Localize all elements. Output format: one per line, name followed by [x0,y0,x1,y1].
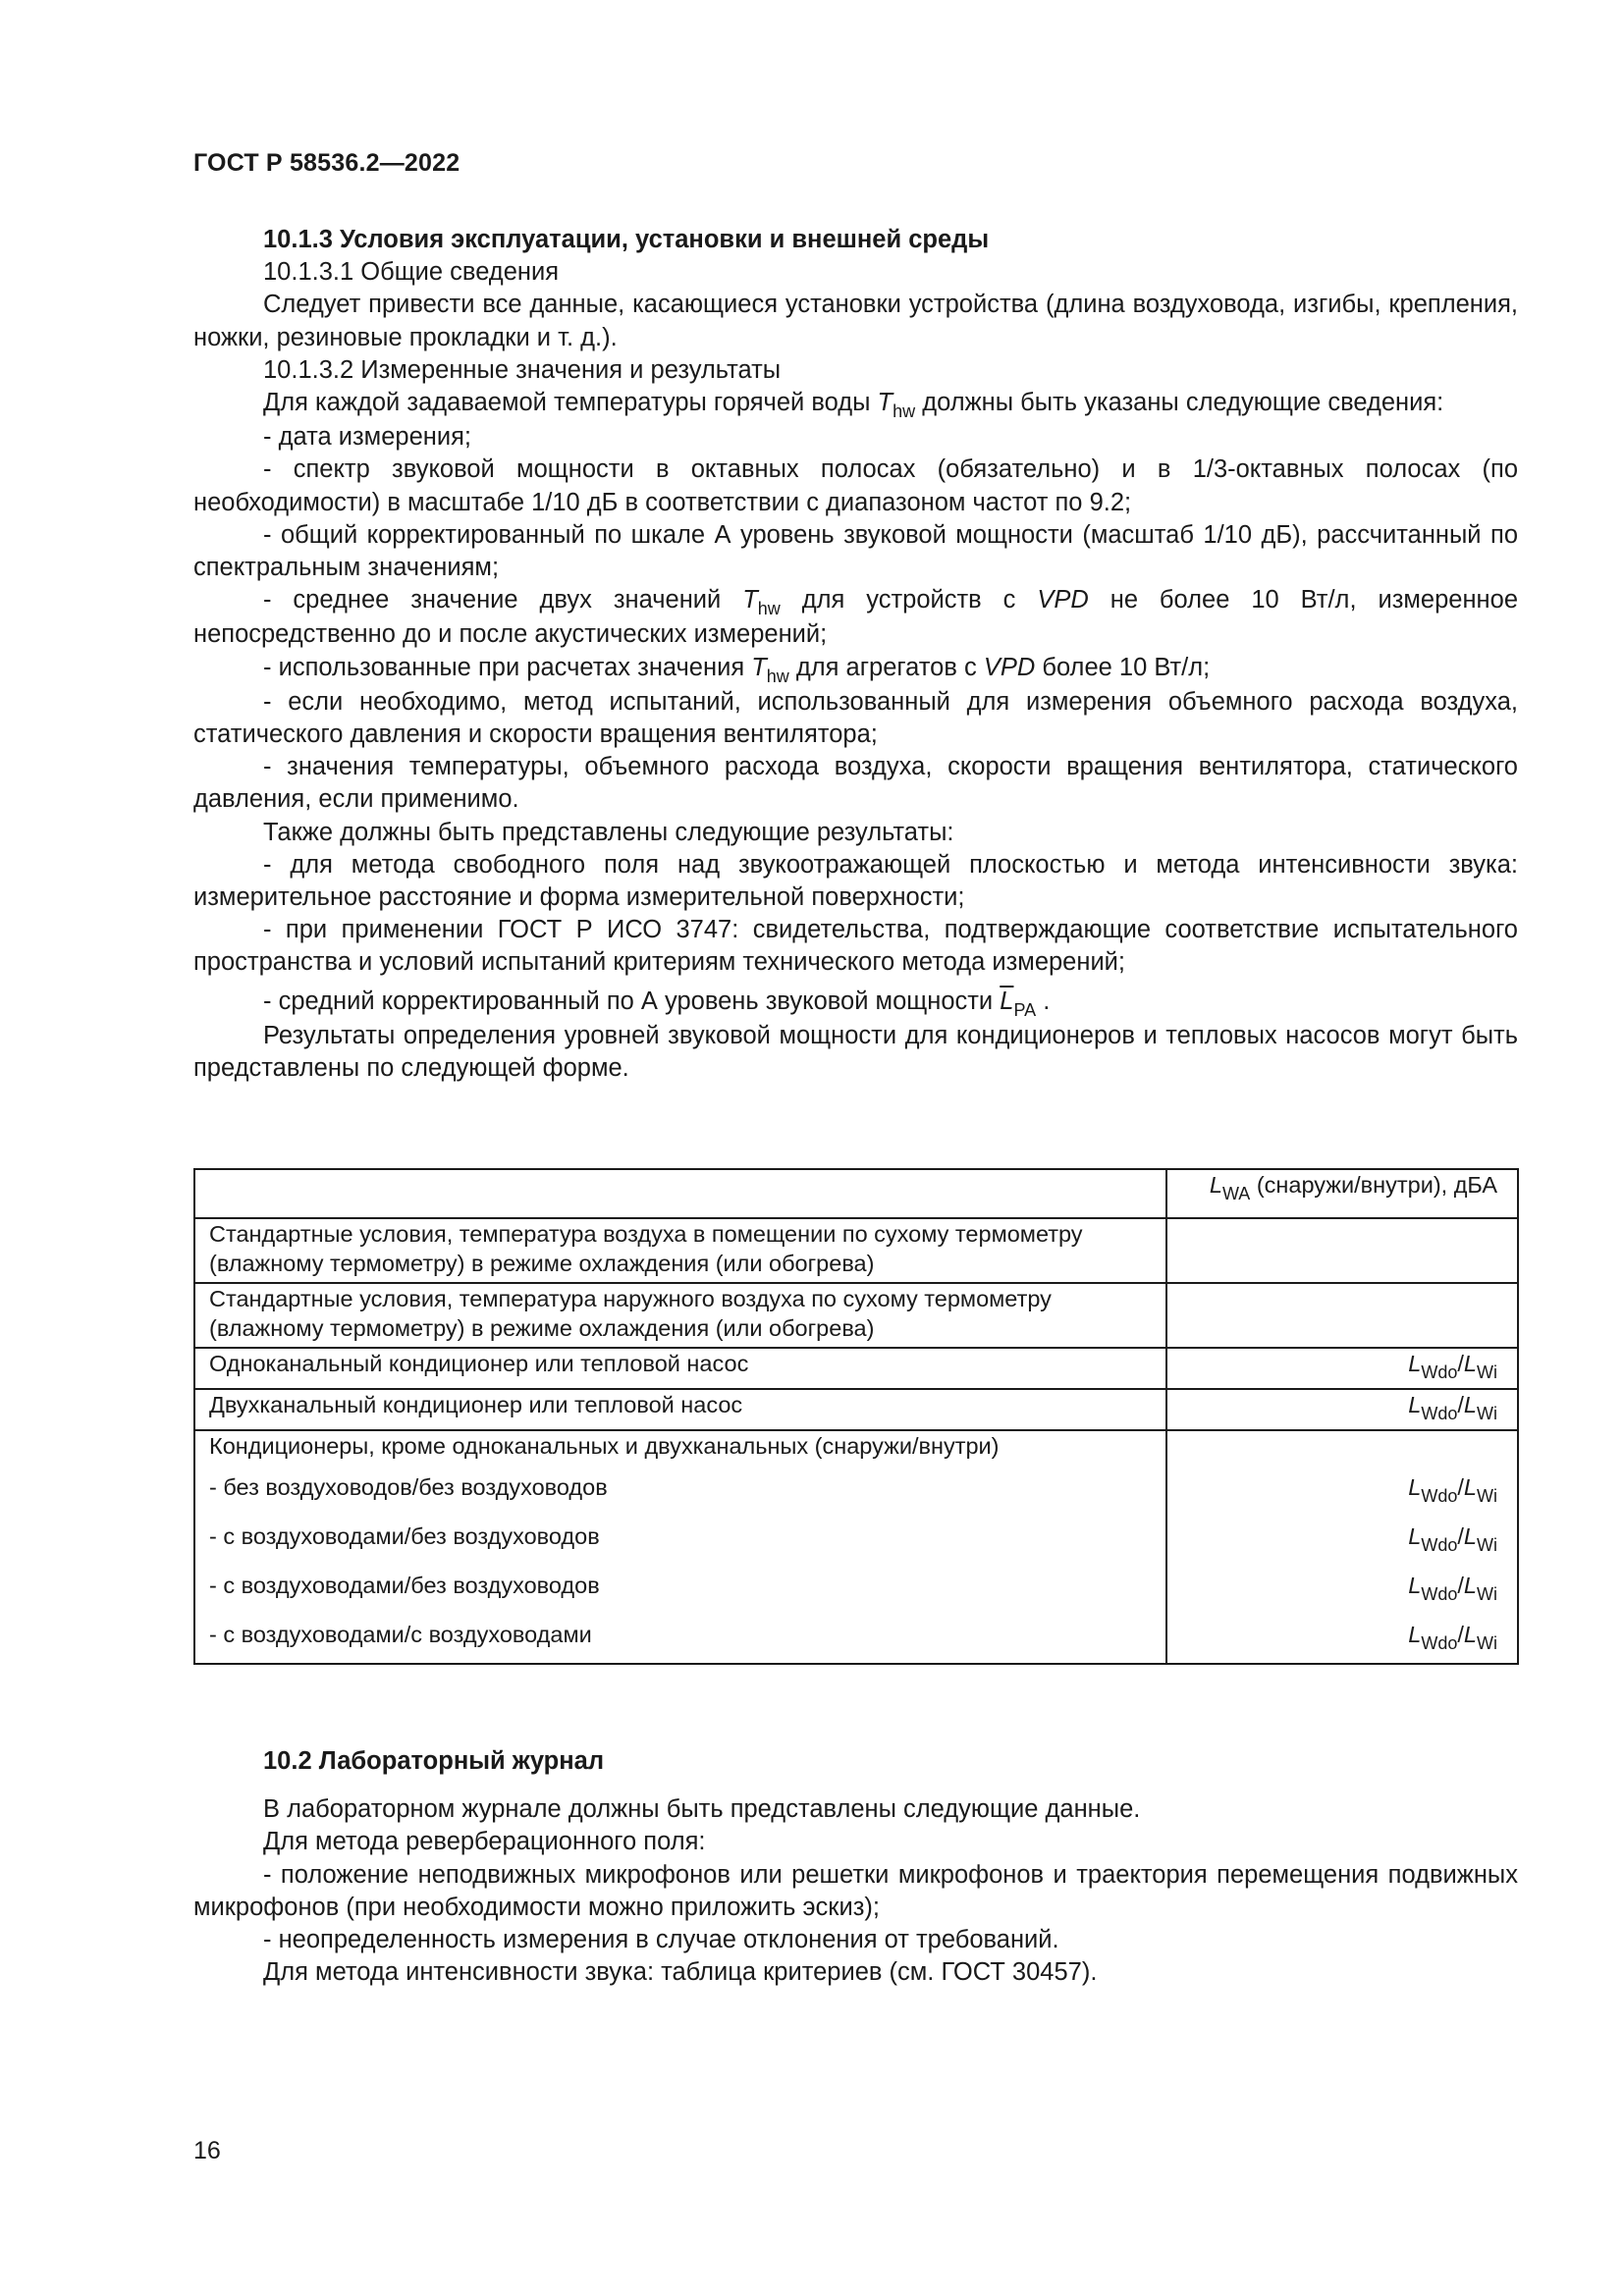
paragraph-form: Результаты определения уровней звуковой мощности для кондиционеров и тепловых насосов могут быть представлены по следующей форме. [193,1021,1518,1083]
table-header-row [194,1169,1518,1218]
subheading-10-1-3-1: 10.1.3.1 Общие сведения [263,258,560,287]
list-item: - без воздуховодов/без воздуховодов [209,1474,608,1500]
paragraph-installation: Следует привести все данные, касающиеся установки устройства (длина воздуховода, изгибы, крепления, ножки, резиновые прокладки и т. д.). [193,291,1518,351]
table-row: Стандартные условия, температура воздуха в помещении по сухому термометру (влажному термометру) в режиме охлаждения (или обогрева) [194,1218,1518,1283]
results-form-table [193,1168,1519,1665]
value-cell: $L_{Wdo}/L_{Wi}$ [1408,1622,1497,1653]
subheading-10-1-3-2: 10.1.3.2 Измеренные значения и результаты [263,355,782,384]
list-item: - положение неподвижных микрофонов или решетки микрофонов и траектория перемещения подвижных микрофонов (при необходимости можно приложить эскиз); [193,1860,1518,1921]
list-item: - дата измерения; [263,423,471,452]
column-header-lwa: $L_{WA}$ (снаружи/внутри), дБА [1166,1169,1518,1218]
table-row: Стандартные условия, температура наружного воздуха по сухому термометру (влажному термометру) в режиме охлаждения (или обогрева) [194,1283,1518,1348]
value-cell: $L_{Wdo}/L_{Wi}$ [1408,1523,1497,1555]
paragraph-results-intro: Также должны быть представлены следующие результаты: [263,818,954,846]
section-10-2 [193,1745,1518,1989]
list-item: - использованные при расчетах значения $T_{hw}$ для агрегатов с VPD более 10 Вт/л; [263,653,1211,686]
list-item: - если необходимо, метод испытаний, использованный для измерения объемного расхода воздуха, статического давления и скорости вращения вентилятора; [193,687,1518,749]
list-item: - неопределенность измерения в случае отклонения от требований. [263,1926,1059,1954]
value-cell: $L_{Wdo}/L_{Wi}$ [1408,1474,1497,1506]
table-row: Двухканальный кондиционер или тепловой насос $L_{Wdo}/L_{Wi}$ [194,1389,1518,1430]
list-item: - с воздуховодами/с воздуховодами [209,1622,592,1647]
list-item: - общий корректированный по шкале А уровень звуковой мощности (масштаб 1/10 дБ), рассчитанный по спектральным значениям; [193,520,1518,582]
list-item: - с воздуховодами/без воздуховодов [209,1523,600,1549]
list-item: - значения температуры, объемного расхода воздуха, скорости вращения вентилятора, статического давления, если применимо. [193,753,1518,814]
value-cell: $L_{Wdo}/L_{Wi}$ [1166,1348,1518,1389]
value-cell: $L_{Wdo}/L_{Wi}$ [1166,1389,1518,1430]
document-id: ГОСТ Р 58536.2—2022 [193,149,460,177]
page-number: 16 [193,2137,221,2164]
list-item: - при применении ГОСТ Р ИСО 3747: свидетельства, подтверждающие соответствие испытательного пространства и условий испытаний критериям технического метода измерений; [193,916,1518,977]
table-row: Одноканальный кондиционер или тепловой насос $L_{Wdo}/L_{Wi}$ [194,1348,1518,1389]
list-item: - среднее значение двух значений $T_{hw}$ для устройств с VPD не более 10 Вт/л, измеренное непосредственно до и после акустических измерений; [193,586,1519,649]
list-item: - средний корректированный по А уровень звуковой мощности $\overline{L}_{PA}$ . [263,987,1051,1020]
value-cell: $L_{Wdo}/L_{Wi}$ [1408,1573,1497,1604]
table-row: Кондиционеры, кроме одноканальных и двухканальных (снаружи/внутри) - без воздуховодов/без воздуховодов - с воздуховодами/без воздуховодов - с воздуховодами/без воздуховодов - с воздуховодами/с воздуховодами $L_{Wdo}/L_{Wi}$ $L_{Wdo}/L_{Wi}$ $L_{Wdo}/L_{Wi}$ $L_{Wdo}/L_{Wi}$ [194,1430,1518,1664]
section-10-1-3 [193,224,1518,1085]
paragraph: Для метода реверберационного поля: [263,1828,706,1856]
list-item: - спектр звуковой мощности в октавных полосах (обязательно) и в 1/3-октавных полосах (по необходимости) в масштабе 1/10 дБ в соответствии с диапазоном частот по 9.2; [193,455,1518,516]
paragraph-intro: Для каждой задаваемой температуры горячей воды $T_{hw}$ должны быть указаны следующие сведения: [263,389,1444,422]
section-heading-10-1-3: 10.1.3 Условия эксплуатации, установки и внешней среды [263,226,990,253]
paragraph: Для метода интенсивности звука: таблица критериев (см. ГОСТ 30457). [263,1958,1098,1987]
list-item: - с воздуховодами/без воздуховодов [209,1573,600,1598]
paragraph: В лабораторном журнале должны быть представлены следующие данные. [263,1795,1141,1824]
section-heading-10-2: 10.2 Лабораторный журнал [263,1747,605,1775]
list-item: - для метода свободного поля над звукоотражающей плоскостью и метода интенсивности звука: измерительное расстояние и форма измерительной поверхности; [193,850,1518,912]
